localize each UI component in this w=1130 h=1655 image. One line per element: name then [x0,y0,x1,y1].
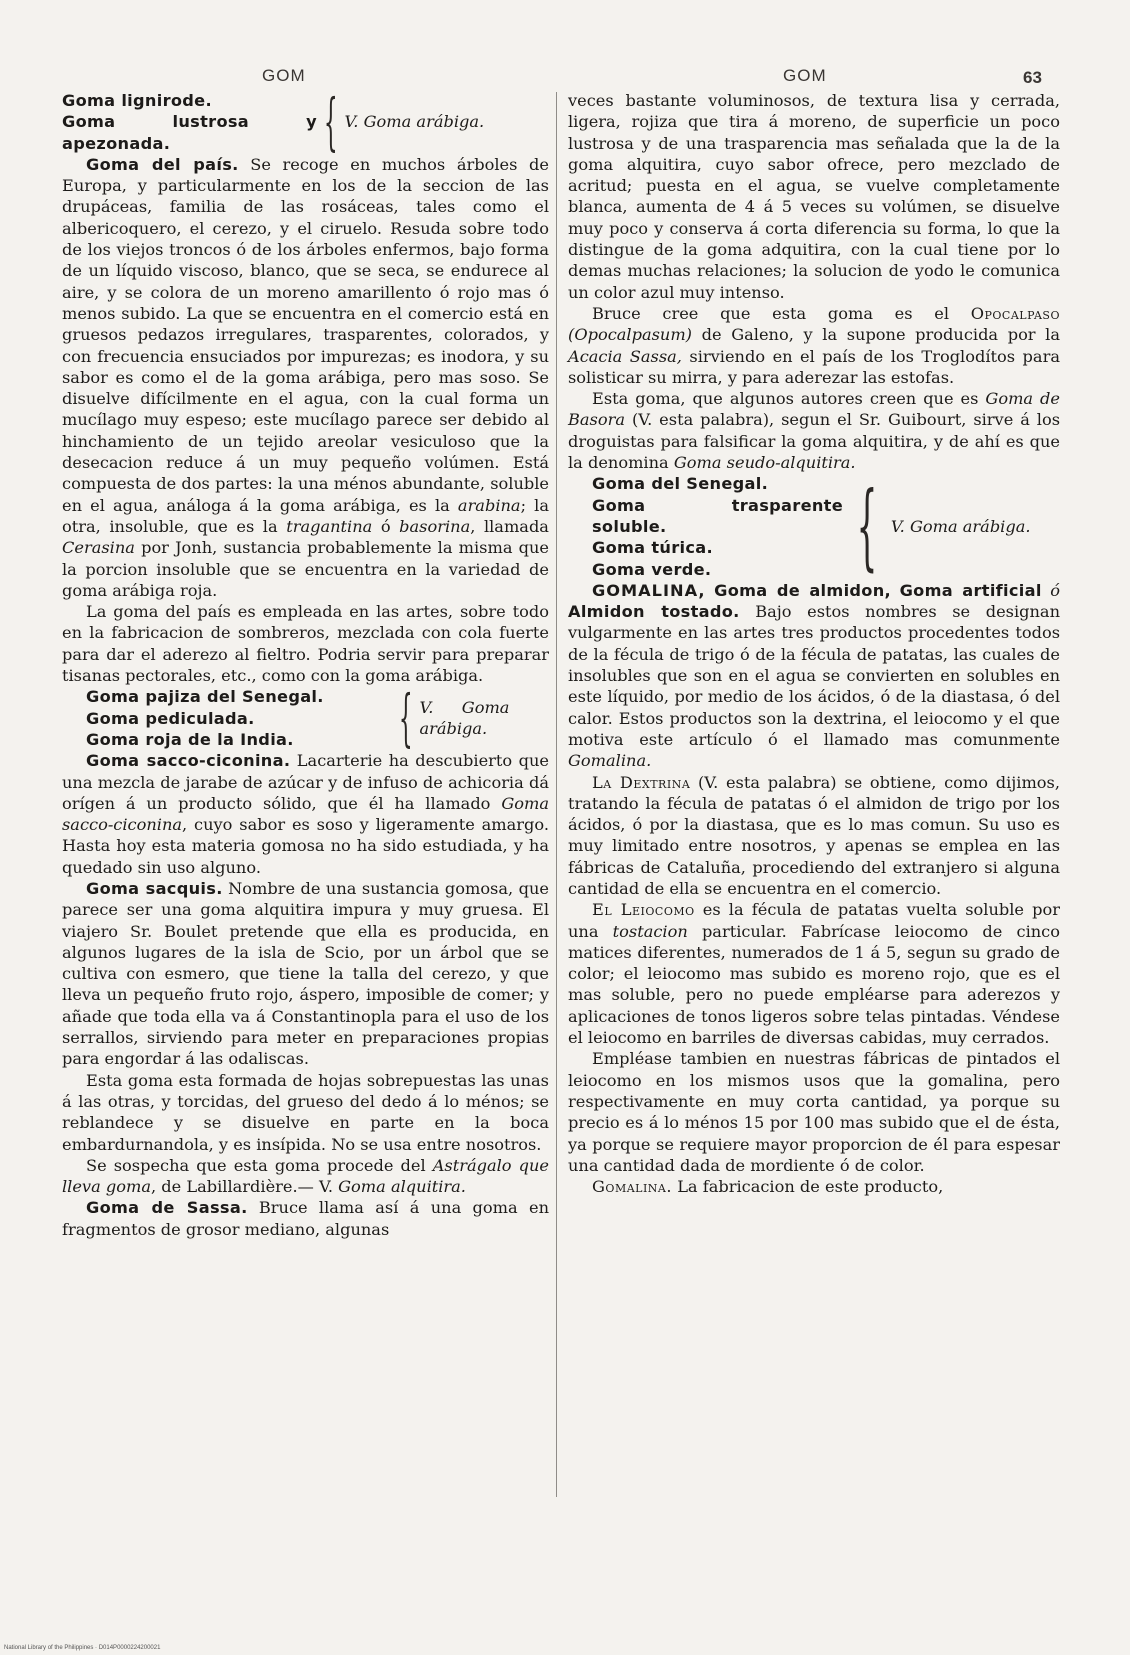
entry-paragraph: El Leiocomo es la fécula de patatas vuelta soluble por una tostacion particular. Fabrícase leiocomo de cinco matices diferentes, numerados de 1 á 5, segun su grado de color; el leiocomo mas subido es moreno rojo, que es el mas soluble, pero no puede empléarse para aderezos y aplicaciones de tonos ligeros sobre telas pintadas. Véndese el leiocomo en barriles de diversas cabidas, muy cerrados. [568,900,1060,1048]
entry-paragraph: Goma sacquis. Nombre de una sustancia gomosa, que parece ser una goma alquitira impura y muy gruesa. El viajero Sr. Boulet pretende que ella es producida, en algunos lugares de la isla de Scio, por un árbol que se cultiva con esmero, que tiene la talla del cerezo, y que lleva un pequeño fruto rojo, áspero, imposible de comer; y añade que toda ella va á Constantinopla para el uso de los serrallos, sirviendo para meter en preparaciones propias para engordar á las odaliscas. [62,878,549,1069]
entry-headword: Goma del Senegal. [592,474,769,494]
entry-headword: Goma trasparente soluble. [592,495,843,536]
entry-paragraph: veces bastante voluminosos, de textura lisa y cerrada, ligera, rojiza que tira á moreno, de superficie un poco lustrosa y de una trasparencia mas señalada que la de la goma alquitira, cuyo sabor ofrece, pero mezclado de acritud; puesta en el agua, se vuelve completamente blanca, aumenta de 4 á 5 veces su volúmen, se disuelve muy poco y conserva á corta diferencia su forma, lo que la distingue de la goma adquitira, con la cual tiene por lo demas muchas relaciones; la solucion de yodo le comunica un color azul muy intenso. [568,91,1060,302]
entry-paragraph: GOMALINA, Goma de almidon, Goma artificial ó Almidon tostado. Bajo estos nombres se designan vulgarmente en las artes tres productos procedentes todos de la fécula de trigo ó de la fécula de patatas, las cuales de insolubles que son en el agua se convierten en solubles en este líquido, por medio de los ácidos, ó de la diastasa, ó del calor. Estos productos son la dextrina, el leiocomo y el que motiva este artículo ó el llamado mas comunmente Gomalina. [568,580,1060,771]
entry-paragraph: Gomalina. La fabricacion de este producto, [592,1177,944,1197]
cross-reference: V. Goma arábiga. [344,112,485,132]
entry-headword: GOMALINA, [592,580,706,600]
entry-headword: Goma sacquis. [86,878,223,898]
entry-paragraph: Bruce cree que esta goma es el Opocalpaso (Opocalpasum) de Galeno, y la supone producida por la Acacia Sassa, sirviendo en el país de los Troglodítos para solisticar su mirra, y para aderezar las estofas. [568,303,1061,387]
running-head-left: GOM [262,66,306,85]
page-number: 63 [1023,68,1042,87]
column-divider [556,92,557,1497]
entry-headword: Goma de Sassa. [86,1198,248,1218]
entry-paragraph: Esta goma esta formada de hojas sobrepuestas las unas á las otras, y torcidas, del grueso del dedo á lo ménos; se reblandece y se disuelve en parte en la boca embardurnandola, y es insípida. No se usa entre nosotros. [62,1070,549,1154]
entry-paragraph: La goma del país es empleada en las artes, sobre todo en la fabricacion de sombreros, mezclada con cola fuerte para dar el aderezo al fieltro. Podria servir para preparar tisanas pectorales, etc., como con la goma arábiga. [62,602,549,686]
xref-group [62,84,549,158]
cross-reference: V. Goma arábiga. [419,697,510,739]
brace: { [398,681,413,755]
entry-paragraph: Esta goma, que algunos autores creen que es Goma de Basora (V. esta palabra), segun el Sr. Guibourt, sirve á los droguistas para falsificar la goma alquitira, y de ahí es que la denomina Goma seudo-alquitira. [568,389,1061,473]
entry-paragraph: Goma del país. Se recoge en muchos árboles de Europa, y particularmente en los de la seccion de las drupáceas, familia de las rosáceas, tales como el albericoquero, el cerezo, y el ciruelo. Resuda sobre todo de los viejos troncos ó de los árboles enfermos, bajo forma de un líquido viscoso, blanco, que se seca, se endurece al aire, y se colora de un moreno amarillento ó rojo mas ó menos subido. La que se encuentra en el comercio está en gruesos pedazos irregulares, trasparentes, colorados, y con frecuencia ensuciados por impurezas; es inodora, y su sabor es como el de la goma arábiga, pero mas soso. Se disuelve difícilmente en el agua, con la cual forma un mucílago muy espeso; este mucílago parece ser debido al hinchamiento de un tejido areolar vesiculoso que la desecacion reduce á un muy pequeño volúmen. Está compuesta de dos partes: la una ménos abundante, soluble en el agua, análoga á la goma arábiga, es la arabina; la otra, insoluble, que es la tragantina ó basorina, llamada Cerasina por Jonh, sustancia probablemente la misma que la porcion insoluble que se encuentra en la variedad de goma arábiga roja. [62,154,549,600]
entry-headword: Goma lignirode. [62,91,212,110]
entry-headword: Goma pediculada. [86,708,255,728]
brace: { [323,84,338,158]
scan-footer: National Library of the Philippines · D014P0000224200021 [4,1645,161,1651]
entry-headword: Goma roja de la India. [86,729,294,749]
entry-paragraph: Empléase tambien en nuestras fábricas de pintados el leiocomo en los mismos usos que la gomalina, pero respectivamente en muy corta cantidad, ya porque su precio es á lo ménos 15 por 100 mas subido que el de ésta, ya porque se requiere mayor proporcion de él para espesar una cantidad dada de mordiente ó de color. [568,1049,1060,1175]
right-column [568,90,1060,1197]
entry-paragraph: Goma de Sassa. Bruce llama así á una goma en fragmentos de grosor mediano, algunas [62,1198,549,1239]
brace: { [856,471,878,581]
cross-reference: V. Goma arábiga. [890,516,1031,536]
entry-headword: Goma lustrosa y apezonada. [62,112,317,153]
entry-paragraph: Se sospecha que esta goma procede del Astrágalo que lleva goma, de Labillardière.— V. Goma alquitira. [62,1155,549,1197]
running-head-right: GOM [783,66,827,85]
entry-headword: Goma verde. [592,559,712,579]
entry-paragraph: Goma sacco-ciconina. Lacarterie ha descubierto que una mezcla de jarabe de azúcar y de infuso de achicoria dá orígen á un producto sólido, que él ha llamado Goma sacco-ciconina, cuyo sabor es soso y ligeramente amargo. Hasta hoy esta materia gomosa no ha sido estudiada, y ha quedado sin uso alguno. [62,751,549,877]
left-column [62,84,549,1240]
entry-headword: Goma sacco-ciconina. [86,751,291,771]
xref-group [568,473,1060,579]
xref-group [62,681,549,755]
entry-headword: Goma túrica. [592,538,713,558]
entry-headword: Goma del país. [86,154,239,174]
entry-paragraph: La Dextrina (V. esta palabra) se obtiene, como dijimos, tratando la fécula de patatas ó el almidon de trigo por los ácidos, ó por la diastasa, que es lo mas comun. Su uso es muy limitado entre nosotros, y apenas se emplea en las fábricas de Cataluña, procediendo del extranjero si alguna cantidad de ella se encuentra en el comercio. [568,772,1060,898]
entry-headword: Goma pajiza del Senegal. [86,687,324,707]
